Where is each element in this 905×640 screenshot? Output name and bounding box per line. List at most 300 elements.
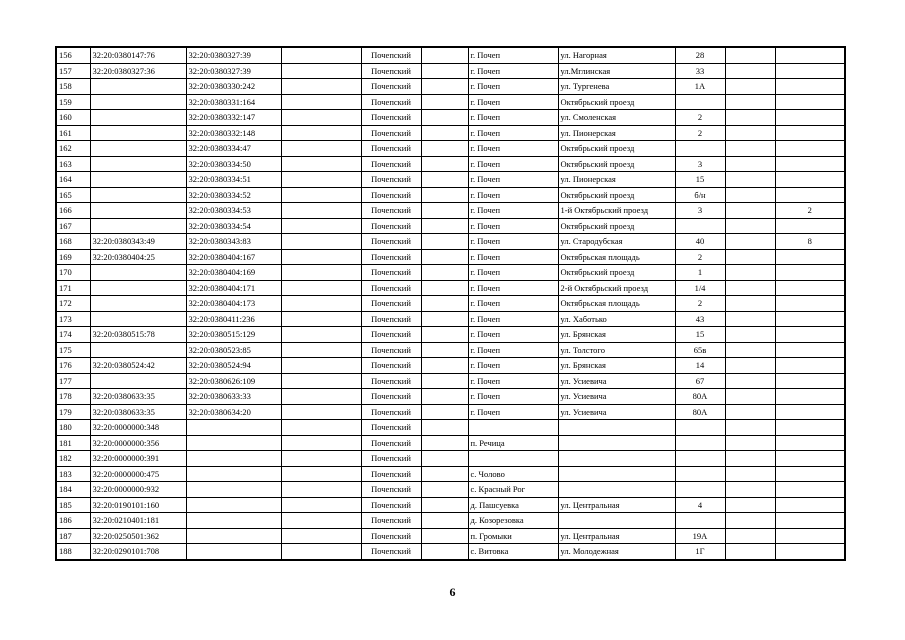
table-row [56, 187, 845, 203]
district-cell: Почепский [361, 265, 421, 281]
district-cell: Почепский [361, 141, 421, 157]
table-row [56, 544, 845, 560]
row-number-cell: 176 [56, 358, 90, 374]
empty-cell-2 [421, 544, 468, 560]
street-cell: ул. Брянская [558, 358, 675, 374]
empty-cell-2 [421, 280, 468, 296]
district-cell: Почепский [361, 373, 421, 389]
empty-cell-2 [421, 466, 468, 482]
apartment-cell: 2 [775, 203, 845, 219]
locality-cell: г. Почеп [468, 203, 558, 219]
apartment-cell [775, 265, 845, 281]
empty-cell [281, 389, 361, 405]
locality-cell: п. Речица [468, 435, 558, 451]
cadastral-number-cell [90, 187, 186, 203]
cadastral-number-cell: 32:20:0000000:475 [90, 466, 186, 482]
street-cell [558, 451, 675, 467]
cadastral-number-cell [90, 156, 186, 172]
row-number-cell: 161 [56, 125, 90, 141]
empty-cell [281, 482, 361, 498]
extra-cell [725, 47, 775, 63]
district-cell: Почепский [361, 358, 421, 374]
empty-cell-2 [421, 451, 468, 467]
house-number-cell: 4 [675, 497, 725, 513]
row-number-cell: 173 [56, 311, 90, 327]
locality-cell: г. Почеп [468, 94, 558, 110]
row-number-cell: 172 [56, 296, 90, 312]
house-number-cell [675, 482, 725, 498]
cadastral-number-2-cell: 32:20:0380404:171 [186, 280, 281, 296]
district-cell: Почепский [361, 420, 421, 436]
empty-cell [281, 156, 361, 172]
cadastral-number-cell: 32:20:0380327:36 [90, 63, 186, 79]
cadastral-number-cell: 32:20:0190101:160 [90, 497, 186, 513]
apartment-cell [775, 451, 845, 467]
cadastral-number-cell [90, 311, 186, 327]
house-number-cell: 43 [675, 311, 725, 327]
extra-cell [725, 280, 775, 296]
cadastral-number-2-cell [186, 513, 281, 529]
row-number-cell: 160 [56, 110, 90, 126]
empty-cell-2 [421, 172, 468, 188]
street-cell: ул. Стародубская [558, 234, 675, 250]
street-cell: ул.Мглинская [558, 63, 675, 79]
row-number-cell: 164 [56, 172, 90, 188]
cadastral-number-cell [90, 172, 186, 188]
table-row [56, 435, 845, 451]
house-number-cell: 3 [675, 156, 725, 172]
district-cell: Почепский [361, 94, 421, 110]
extra-cell [725, 435, 775, 451]
cadastral-number-2-cell: 32:20:0380411:236 [186, 311, 281, 327]
table-row [56, 94, 845, 110]
table-row [56, 110, 845, 126]
cadastral-number-2-cell [186, 482, 281, 498]
extra-cell [725, 342, 775, 358]
cadastral-number-2-cell [186, 544, 281, 560]
empty-cell [281, 513, 361, 529]
street-cell: ул. Тургенева [558, 79, 675, 95]
table-row [56, 389, 845, 405]
apartment-cell [775, 358, 845, 374]
empty-cell-2 [421, 389, 468, 405]
table-row [56, 47, 845, 63]
table-row [56, 311, 845, 327]
district-cell: Почепский [361, 110, 421, 126]
empty-cell [281, 466, 361, 482]
cadastral-number-cell: 32:20:0380147:76 [90, 47, 186, 63]
locality-cell: г. Почеп [468, 358, 558, 374]
empty-cell [281, 218, 361, 234]
page-number: 6 [449, 585, 456, 599]
extra-cell [725, 187, 775, 203]
extra-cell [725, 94, 775, 110]
cadastral-number-2-cell: 32:20:0380404:167 [186, 249, 281, 265]
street-cell: ул. Молодежная [558, 544, 675, 560]
apartment-cell [775, 172, 845, 188]
empty-cell-2 [421, 265, 468, 281]
cadastral-number-cell: 32:20:0000000:932 [90, 482, 186, 498]
house-number-cell: 65в [675, 342, 725, 358]
street-cell: ул. Хаботько [558, 311, 675, 327]
cadastral-number-2-cell: 32:20:0380334:53 [186, 203, 281, 219]
extra-cell [725, 218, 775, 234]
row-number-cell: 175 [56, 342, 90, 358]
locality-cell: с. Чолово [468, 466, 558, 482]
extra-cell [725, 265, 775, 281]
apartment-cell [775, 125, 845, 141]
extra-cell [725, 466, 775, 482]
row-number-cell: 162 [56, 141, 90, 157]
empty-cell-2 [421, 358, 468, 374]
cadastral-number-2-cell: 32:20:0380332:147 [186, 110, 281, 126]
row-number-cell: 165 [56, 187, 90, 203]
locality-cell: г. Почеп [468, 218, 558, 234]
extra-cell [725, 513, 775, 529]
table-row [56, 280, 845, 296]
street-cell: Октябрьский проезд [558, 218, 675, 234]
empty-cell [281, 125, 361, 141]
house-number-cell: 15 [675, 172, 725, 188]
locality-cell: г. Почеп [468, 63, 558, 79]
cadastral-number-cell [90, 373, 186, 389]
cadastral-number-cell [90, 296, 186, 312]
house-number-cell: 2 [675, 296, 725, 312]
locality-cell [468, 451, 558, 467]
empty-cell-2 [421, 141, 468, 157]
district-cell: Почепский [361, 249, 421, 265]
apartment-cell [775, 513, 845, 529]
table-row [56, 404, 845, 420]
extra-cell [725, 203, 775, 219]
row-number-cell: 166 [56, 203, 90, 219]
street-cell: Октябрьский проезд [558, 141, 675, 157]
empty-cell-2 [421, 234, 468, 250]
cadastral-number-cell [90, 203, 186, 219]
empty-cell-2 [421, 342, 468, 358]
cadastral-number-cell [90, 141, 186, 157]
locality-cell: г. Почеп [468, 404, 558, 420]
street-cell: ул. Усиевича [558, 389, 675, 405]
empty-cell [281, 187, 361, 203]
empty-cell [281, 451, 361, 467]
apartment-cell [775, 327, 845, 343]
locality-cell: г. Почеп [468, 311, 558, 327]
locality-cell: г. Почеп [468, 296, 558, 312]
cadastral-number-cell: 32:20:0210401:181 [90, 513, 186, 529]
empty-cell-2 [421, 497, 468, 513]
row-number-cell: 171 [56, 280, 90, 296]
house-number-cell [675, 94, 725, 110]
empty-cell [281, 435, 361, 451]
empty-cell-2 [421, 94, 468, 110]
apartment-cell [775, 296, 845, 312]
apartment-cell [775, 47, 845, 63]
cadastral-number-cell [90, 110, 186, 126]
house-number-cell: 19А [675, 528, 725, 544]
register-table [55, 46, 846, 561]
cadastral-number-2-cell: 32:20:0380334:51 [186, 172, 281, 188]
row-number-cell: 157 [56, 63, 90, 79]
apartment-cell [775, 544, 845, 560]
cadastral-number-2-cell: 32:20:0380334:50 [186, 156, 281, 172]
extra-cell [725, 404, 775, 420]
row-number-cell: 156 [56, 47, 90, 63]
house-number-cell: 2 [675, 125, 725, 141]
empty-cell [281, 280, 361, 296]
district-cell: Почепский [361, 404, 421, 420]
empty-cell-2 [421, 110, 468, 126]
cadastral-number-2-cell [186, 451, 281, 467]
extra-cell [725, 63, 775, 79]
extra-cell [725, 544, 775, 560]
apartment-cell [775, 79, 845, 95]
cadastral-number-cell: 32:20:0380633:35 [90, 404, 186, 420]
district-cell: Почепский [361, 311, 421, 327]
street-cell: ул. Смоленская [558, 110, 675, 126]
street-cell: Октябрьский проезд [558, 94, 675, 110]
locality-cell: г. Почеп [468, 389, 558, 405]
street-cell: 1-й Октябрьский проезд [558, 203, 675, 219]
house-number-cell: 3 [675, 203, 725, 219]
cadastral-number-cell [90, 79, 186, 95]
house-number-cell: 1/4 [675, 280, 725, 296]
extra-cell [725, 249, 775, 265]
empty-cell [281, 373, 361, 389]
street-cell: ул. Усиевича [558, 373, 675, 389]
row-number-cell: 186 [56, 513, 90, 529]
table-row [56, 528, 845, 544]
locality-cell: г. Почеп [468, 373, 558, 389]
house-number-cell: 80А [675, 389, 725, 405]
empty-cell [281, 110, 361, 126]
cadastral-number-2-cell: 32:20:0380343:83 [186, 234, 281, 250]
empty-cell [281, 404, 361, 420]
row-number-cell: 180 [56, 420, 90, 436]
district-cell: Почепский [361, 218, 421, 234]
cadastral-number-cell: 32:20:0380343:49 [90, 234, 186, 250]
cadastral-number-cell: 32:20:0000000:356 [90, 435, 186, 451]
empty-cell-2 [421, 79, 468, 95]
street-cell: ул. Пионерская [558, 172, 675, 188]
district-cell: Почепский [361, 482, 421, 498]
house-number-cell [675, 435, 725, 451]
locality-cell: с. Витовка [468, 544, 558, 560]
empty-cell [281, 544, 361, 560]
house-number-cell [675, 466, 725, 482]
empty-cell-2 [421, 420, 468, 436]
extra-cell [725, 79, 775, 95]
empty-cell [281, 342, 361, 358]
apartment-cell: 8 [775, 234, 845, 250]
row-number-cell: 167 [56, 218, 90, 234]
district-cell: Почепский [361, 156, 421, 172]
street-cell: Октябрьский проезд [558, 156, 675, 172]
cadastral-number-2-cell: 32:20:0380334:54 [186, 218, 281, 234]
house-number-cell [675, 513, 725, 529]
district-cell: Почепский [361, 327, 421, 343]
locality-cell: г. Почеп [468, 234, 558, 250]
row-number-cell: 174 [56, 327, 90, 343]
register-table-body [56, 47, 845, 560]
empty-cell [281, 234, 361, 250]
extra-cell [725, 156, 775, 172]
house-number-cell: 1Г [675, 544, 725, 560]
cadastral-number-cell [90, 94, 186, 110]
table-row [56, 234, 845, 250]
apartment-cell [775, 311, 845, 327]
apartment-cell [775, 63, 845, 79]
cadastral-number-cell [90, 280, 186, 296]
table-row [56, 141, 845, 157]
house-number-cell: б/н [675, 187, 725, 203]
apartment-cell [775, 466, 845, 482]
street-cell: 2-й Октябрьский проезд [558, 280, 675, 296]
district-cell: Почепский [361, 63, 421, 79]
empty-cell-2 [421, 528, 468, 544]
row-number-cell: 183 [56, 466, 90, 482]
house-number-cell: 28 [675, 47, 725, 63]
table-row [56, 327, 845, 343]
row-number-cell: 187 [56, 528, 90, 544]
district-cell: Почепский [361, 544, 421, 560]
locality-cell: г. Почеп [468, 47, 558, 63]
cadastral-number-2-cell [186, 528, 281, 544]
apartment-cell [775, 373, 845, 389]
extra-cell [725, 311, 775, 327]
extra-cell [725, 497, 775, 513]
locality-cell: д. Пашсуевка [468, 497, 558, 513]
extra-cell [725, 296, 775, 312]
apartment-cell [775, 110, 845, 126]
empty-cell-2 [421, 373, 468, 389]
table-row [56, 513, 845, 529]
cadastral-number-cell: 32:20:0380404:25 [90, 249, 186, 265]
house-number-cell [675, 451, 725, 467]
house-number-cell: 1А [675, 79, 725, 95]
district-cell: Почепский [361, 296, 421, 312]
locality-cell: с. Красный Рог [468, 482, 558, 498]
cadastral-number-2-cell: 32:20:0380404:173 [186, 296, 281, 312]
cadastral-number-2-cell: 32:20:0380327:39 [186, 47, 281, 63]
empty-cell-2 [421, 404, 468, 420]
table-row [56, 466, 845, 482]
table-row [56, 451, 845, 467]
cadastral-number-cell: 32:20:0380515:78 [90, 327, 186, 343]
empty-cell-2 [421, 435, 468, 451]
empty-cell [281, 420, 361, 436]
empty-cell [281, 79, 361, 95]
extra-cell [725, 327, 775, 343]
street-cell: Октябрьская площадь [558, 249, 675, 265]
locality-cell: д. Козорезовка [468, 513, 558, 529]
house-number-cell: 33 [675, 63, 725, 79]
empty-cell [281, 141, 361, 157]
cadastral-number-2-cell: 32:20:0380523:85 [186, 342, 281, 358]
house-number-cell: 2 [675, 110, 725, 126]
apartment-cell [775, 156, 845, 172]
apartment-cell [775, 482, 845, 498]
empty-cell [281, 296, 361, 312]
empty-cell [281, 172, 361, 188]
street-cell: ул. Усиевича [558, 404, 675, 420]
street-cell [558, 420, 675, 436]
street-cell: Октябрьский проезд [558, 187, 675, 203]
apartment-cell [775, 528, 845, 544]
street-cell [558, 466, 675, 482]
table-row [56, 125, 845, 141]
apartment-cell [775, 249, 845, 265]
table-row [56, 342, 845, 358]
locality-cell: г. Почеп [468, 141, 558, 157]
extra-cell [725, 358, 775, 374]
district-cell: Почепский [361, 280, 421, 296]
street-cell [558, 513, 675, 529]
extra-cell [725, 482, 775, 498]
house-number-cell: 15 [675, 327, 725, 343]
empty-cell [281, 63, 361, 79]
empty-cell [281, 497, 361, 513]
house-number-cell [675, 420, 725, 436]
house-number-cell: 67 [675, 373, 725, 389]
cadastral-number-cell [90, 265, 186, 281]
street-cell: ул. Нагорная [558, 47, 675, 63]
apartment-cell [775, 280, 845, 296]
cadastral-number-cell: 32:20:0000000:348 [90, 420, 186, 436]
cadastral-number-cell [90, 342, 186, 358]
locality-cell [468, 420, 558, 436]
cadastral-number-2-cell: 32:20:0380524:94 [186, 358, 281, 374]
district-cell: Почепский [361, 466, 421, 482]
locality-cell: г. Почеп [468, 125, 558, 141]
cadastral-number-cell: 32:20:0380524:42 [90, 358, 186, 374]
table-row [56, 497, 845, 513]
row-number-cell: 158 [56, 79, 90, 95]
table-row [56, 482, 845, 498]
table-row [56, 420, 845, 436]
apartment-cell [775, 218, 845, 234]
locality-cell: г. Почеп [468, 187, 558, 203]
district-cell: Почепский [361, 125, 421, 141]
street-cell: ул. Центральная [558, 497, 675, 513]
street-cell: Октябрьский проезд [558, 265, 675, 281]
empty-cell-2 [421, 482, 468, 498]
house-number-cell: 14 [675, 358, 725, 374]
cadastral-number-2-cell: 32:20:0380334:52 [186, 187, 281, 203]
street-cell: ул. Брянская [558, 327, 675, 343]
street-cell [558, 435, 675, 451]
row-number-cell: 178 [56, 389, 90, 405]
table-row [56, 172, 845, 188]
row-number-cell: 163 [56, 156, 90, 172]
row-number-cell: 170 [56, 265, 90, 281]
cadastral-number-2-cell: 32:20:0380404:169 [186, 265, 281, 281]
empty-cell-2 [421, 63, 468, 79]
cadastral-number-2-cell: 32:20:0380332:148 [186, 125, 281, 141]
district-cell: Почепский [361, 451, 421, 467]
district-cell: Почепский [361, 203, 421, 219]
district-cell: Почепский [361, 389, 421, 405]
house-number-cell: 40 [675, 234, 725, 250]
empty-cell-2 [421, 187, 468, 203]
table-row [56, 79, 845, 95]
apartment-cell [775, 420, 845, 436]
empty-cell [281, 94, 361, 110]
locality-cell: г. Почеп [468, 172, 558, 188]
table-row [56, 63, 845, 79]
street-cell: ул. Пионерская [558, 125, 675, 141]
extra-cell [725, 451, 775, 467]
